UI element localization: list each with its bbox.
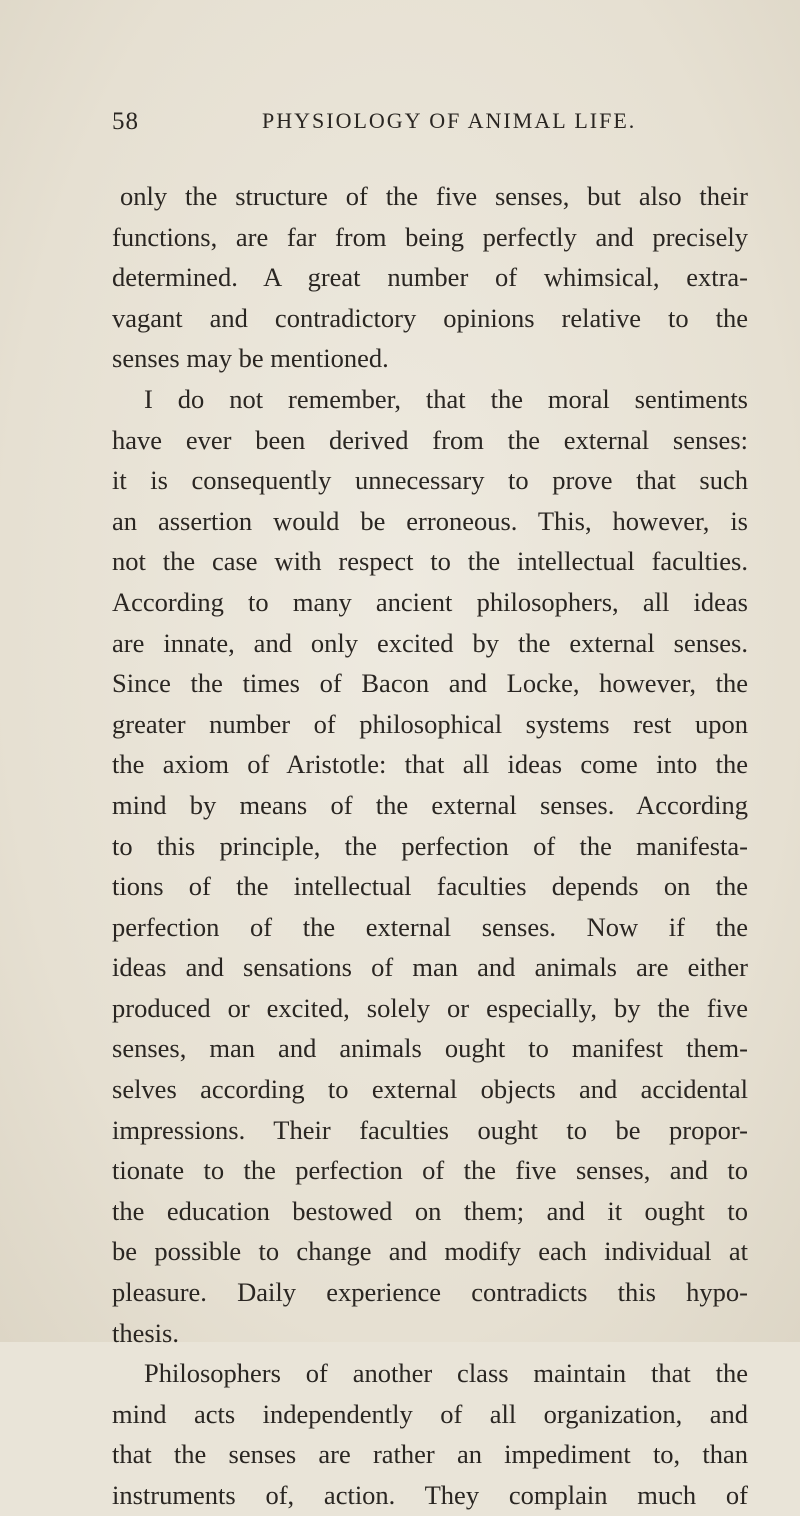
text-line: only the structure of the five senses, but also their: [120, 181, 748, 211]
text-line: the education bestowed on them; and it ought to: [112, 1195, 748, 1226]
text-line: impressions. Their faculties ought to be propor-: [112, 1114, 748, 1145]
text-line: mind acts independently of all organization, and: [112, 1398, 748, 1429]
text-line: not the case with respect to the intellectual faculties.: [112, 546, 748, 577]
text-line: to this principle, the perfection of the manifesta-: [112, 830, 748, 861]
page-number: 58: [112, 108, 139, 135]
running-head: [112, 108, 748, 148]
text-line: selves according to external objects and accidental: [112, 1074, 748, 1105]
paragraph-2: [112, 379, 748, 1353]
text-line: I do not remember, that the moral sentiments: [144, 383, 748, 414]
text-line: functions, are far from being perfectly and precisely: [112, 221, 748, 252]
text-line: the axiom of Aristotle: that all ideas come into the: [112, 749, 748, 780]
text-line: senses, man and animals ought to manifest them-: [112, 1033, 748, 1064]
paragraph-3: [112, 1353, 748, 1515]
text-line: Since the times of Bacon and Locke, however, the: [112, 668, 748, 699]
text-line: an assertion would be erroneous. This, however, is: [112, 505, 748, 536]
text-line: vagant and contradictory opinions relative to the: [112, 302, 748, 333]
text-line: pleasure. Daily experience contradicts this hypo-: [112, 1277, 748, 1308]
text-line: that the senses are rather an impediment to, than: [112, 1439, 748, 1470]
text-line: instruments of, action. They complain much of: [112, 1480, 748, 1510]
text-line: be possible to change and modify each individual at: [112, 1236, 748, 1267]
text-line: Philosophers of another class maintain that the: [144, 1358, 748, 1389]
text-line: tions of the intellectual faculties depends on the: [112, 871, 748, 902]
paragraph-1: [112, 176, 748, 379]
text-line: produced or excited, solely or especially, by the five: [112, 992, 748, 1023]
text-line: are innate, and only excited by the external senses.: [112, 627, 748, 658]
body-text: [112, 176, 748, 1516]
text-line: greater number of philosophical systems rest upon: [112, 708, 748, 739]
text-line: determined. A great number of whimsical, extra-: [112, 262, 748, 293]
text-line: thesis.: [112, 1317, 179, 1348]
text-line: have ever been derived from the external senses:: [112, 424, 748, 455]
text-line: perfection of the external senses. Now if the: [112, 911, 748, 942]
text-line: tionate to the perfection of the five senses, and to: [112, 1155, 748, 1186]
text-line: ideas and sensations of man and animals are either: [112, 952, 748, 983]
text-line: senses may be mentioned.: [112, 343, 389, 374]
text-line: it is consequently unnecessary to prove that such: [112, 465, 748, 496]
text-line: According to many ancient philosophers, all ideas: [112, 586, 748, 617]
running-head-title: PHYSIOLOGY OF ANIMAL LIFE.: [262, 108, 637, 133]
text-line: mind by means of the external senses. According: [112, 789, 748, 820]
